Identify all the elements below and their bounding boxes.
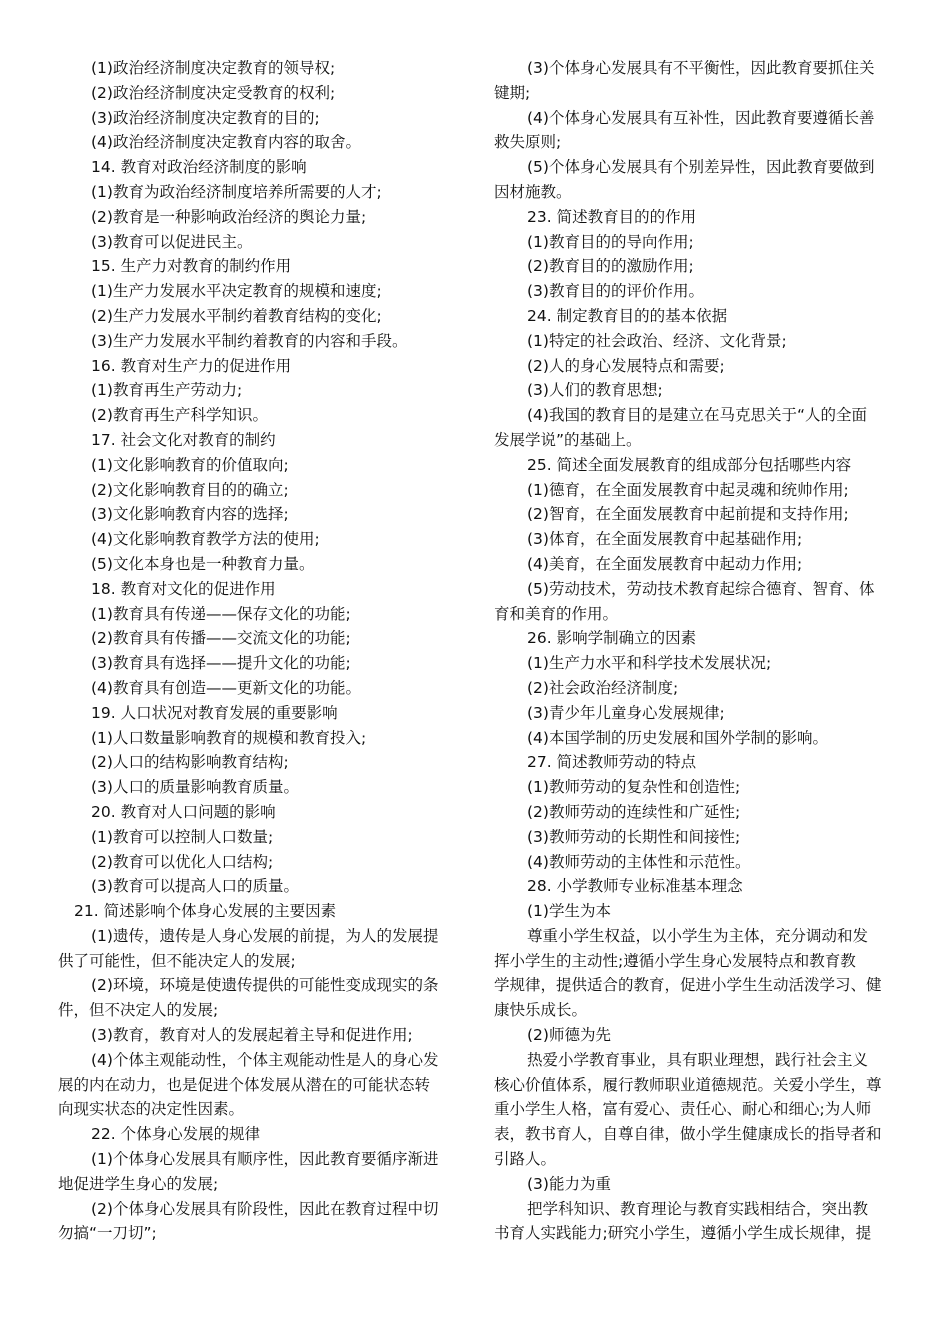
section-heading: 16. 教育对生产力的促进作用: [91, 356, 292, 375]
text-line: (3)体育，在全面发展教育中起基础作用;: [527, 530, 803, 549]
text-line: (5)文化本身也是一种教育力量。: [91, 554, 315, 573]
text-line: (2)文化影响教育目的的确立;: [91, 480, 289, 499]
text-line: (1)教育可以控制人口数量;: [91, 827, 274, 846]
text-line: (3)教育，教育对人的发展起着主导和促进作用;: [91, 1026, 413, 1045]
text-line: (3)文化影响教育内容的选择;: [91, 505, 289, 524]
text-line: (4)本国学制的历史发展和国外学制的影响。: [527, 728, 828, 747]
text-line: (3)青少年儿童身心发展规律;: [527, 703, 725, 722]
text-line: (1)文化影响教育的价值取向;: [91, 455, 289, 474]
text-line: (3)政治经济制度决定教育的目的;: [91, 108, 320, 127]
text-line: (2)教育具有传播——交流文化的功能;: [91, 629, 351, 648]
text-line: (3)人口的质量影响教育质量。: [91, 778, 299, 797]
text-line: (2)教育是一种影响政治经济的舆论力量;: [91, 207, 367, 226]
text-line-continued: 育和美育的作用。: [494, 604, 619, 623]
text-line-continued: 供了可能性，但不能决定人的发展;: [58, 951, 296, 970]
text-line: (3)教育目的的评价作用。: [527, 282, 704, 301]
text-line-continued: 地促进学生身心的发展;: [58, 1174, 219, 1193]
right-column: [494, 56, 894, 1246]
text-line: (2)教育目的的激励作用;: [527, 257, 694, 276]
text-line: (4)我国的教育目的是建立在马克思关于“人的全面: [527, 406, 867, 425]
section-heading: 23. 简述教育目的的作用: [527, 207, 697, 226]
text-line: (1)德育，在全面发展教育中起灵魂和统帅作用;: [527, 480, 849, 499]
text-line: (5)个体身心发展具有个别差异性，因此教育要做到: [527, 158, 875, 177]
text-line-continued: 表，教书育人，自尊自律，做小学生健康成长的指导者和: [494, 1125, 882, 1144]
text-line: (2)师德为先: [527, 1026, 611, 1045]
text-line: (1)学生为本: [527, 902, 611, 921]
text-line: (2)教育可以优化人口结构;: [91, 852, 274, 871]
text-line: (1)个体身心发展具有顺序性，因此教育要循序渐进: [91, 1150, 439, 1169]
text-line: (2)个体身心发展具有阶段性，因此在教育过程中切: [91, 1199, 439, 1218]
text-line: (1)生产力发展水平决定教育的规模和速度;: [91, 282, 382, 301]
text-line: (3)能力为重: [527, 1174, 611, 1193]
text-line-continued: 件，但不决定人的发展;: [58, 1001, 219, 1020]
text-line: (3)生产力发展水平制约着教育的内容和手段。: [91, 331, 408, 350]
text-line-continued: 展的内在动力，也是促进个体发展从潜在的可能状态转: [58, 1075, 431, 1094]
text-line-continued: 学规律，提供适合的教育，促进小学生生动活泼学习、健: [494, 976, 882, 995]
text-line: (2)政治经济制度决定受教育的权利;: [91, 83, 336, 102]
text-line: 把学科知识、教育理论与教育实践相结合，突出教: [527, 1199, 869, 1218]
section-heading: 24. 制定教育目的的基本依据: [527, 306, 728, 325]
section-heading: 20. 教育对人口问题的影响: [91, 802, 276, 821]
text-line: (4)个体主观能动性，个体主观能动性是人的身心发: [91, 1050, 439, 1069]
text-line: (4)文化影响教育教学方法的使用;: [91, 530, 320, 549]
section-heading: 26. 影响学制确立的因素: [527, 629, 697, 648]
text-line: (3)教育可以促进民主。: [91, 232, 253, 251]
text-line: (4)教师劳动的主体性和示范性。: [527, 852, 751, 871]
text-line-continued: 重小学生人格，富有爱心、责任心、耐心和细心;为人师: [494, 1100, 872, 1119]
text-line-continued: 康快乐成长。: [494, 1001, 588, 1020]
text-line: (1)政治经济制度决定教育的领导权;: [91, 59, 336, 77]
text-line: (1)教育再生产劳动力;: [91, 381, 243, 400]
text-line: (2)智育，在全面发展教育中起前提和支持作用;: [527, 505, 849, 524]
section-heading: 15. 生产力对教育的制约作用: [91, 257, 292, 276]
text-line: (3)教育具有选择——提升文化的功能;: [91, 654, 351, 673]
text-line: (5)劳动技术，劳动技术教育起综合德育、智育、体: [527, 579, 875, 598]
text-line-continued: 引路人。: [494, 1150, 557, 1169]
text-line: (1)遗传，遗传是人身心发展的前提，为人的发展提: [91, 926, 439, 945]
text-line: (3)教育可以提高人口的质量。: [91, 877, 299, 896]
text-line-continued: 挥小学生的主动性;遵循小学生身心发展特点和教育教: [494, 951, 856, 970]
text-line-continued: 勿搞“一刀切”;: [58, 1224, 157, 1243]
text-line-continued: 因材施教。: [494, 182, 572, 201]
section-heading: 22. 个体身心发展的规律: [91, 1125, 261, 1144]
text-line-continued: 发展学说”的基础上。: [494, 430, 642, 449]
text-line-continued: 救失原则;: [494, 133, 562, 152]
text-line: (2)人的身心发展特点和需要;: [527, 356, 725, 375]
text-line: 尊重小学生权益，以小学生为主体，充分调动和发: [527, 926, 869, 945]
section-heading: 21. 简述影响个体身心发展的主要因素: [74, 902, 337, 921]
text-line-continued: 向现实状态的决定性因素。: [58, 1100, 245, 1119]
text-line-continued: 书育人实践能力;研究小学生，遵循小学生成长规律，提: [494, 1224, 872, 1243]
text-line: (2)社会政治经济制度;: [527, 678, 679, 697]
text-line: (1)教育目的的导向作用;: [527, 232, 694, 251]
text-line: (2)人口的结构影响教育结构;: [91, 753, 289, 772]
text-line: (4)美育，在全面发展教育中起动力作用;: [527, 554, 803, 573]
text-line: (1)特定的社会政治、经济、文化背景;: [527, 331, 787, 350]
text-line: (2)生产力发展水平制约着教育结构的变化;: [91, 306, 382, 325]
text-line: (2)教育再生产科学知识。: [91, 406, 268, 425]
text-line: (1)教师劳动的复杂性和创造性;: [527, 778, 741, 797]
left-column: [58, 56, 460, 1246]
section-heading: 19. 人口状况对教育发展的重要影响: [91, 703, 338, 722]
text-line: (1)教育为政治经济制度培养所需要的人才;: [91, 182, 382, 201]
text-line: 热爱小学教育事业，具有职业理想，践行社会主义: [527, 1050, 869, 1069]
text-line: (3)教师劳动的长期性和间接性;: [527, 827, 741, 846]
text-line: (3)人们的教育思想;: [527, 381, 663, 400]
text-line: (1)生产力水平和科学技术发展状况;: [527, 654, 772, 673]
text-line-continued: 键期;: [494, 83, 531, 102]
text-line: (1)教育具有传递——保存文化的功能;: [91, 604, 351, 623]
text-line: (3)个体身心发展具有不平衡性，因此教育要抓住关: [527, 59, 875, 77]
section-heading: 17. 社会文化对教育的制约: [91, 430, 276, 449]
text-line: (2)教师劳动的连续性和广延性;: [527, 802, 741, 821]
text-line: (1)人口数量影响教育的规模和教育投入;: [91, 728, 367, 747]
section-heading: 25. 简述全面发展教育的组成部分包括哪些内容: [527, 455, 852, 474]
section-heading: 14. 教育对政治经济制度的影响: [91, 158, 307, 177]
text-line: (2)环境，环境是使遗传提供的可能性变成现实的条: [91, 976, 439, 995]
text-line-continued: 核心价值体系，履行教师职业道德规范。关爱小学生，尊: [494, 1075, 882, 1094]
text-line: (4)政治经济制度决定教育内容的取舍。: [91, 133, 361, 152]
section-heading: 28. 小学教师专业标准基本理念: [527, 877, 743, 896]
section-heading: 18. 教育对文化的促进作用: [91, 579, 276, 598]
section-heading: 27. 简述教师劳动的特点: [527, 753, 697, 772]
text-line: (4)教育具有创造——更新文化的功能。: [91, 678, 361, 697]
text-line: (4)个体身心发展具有互补性，因此教育要遵循长善: [527, 108, 875, 127]
